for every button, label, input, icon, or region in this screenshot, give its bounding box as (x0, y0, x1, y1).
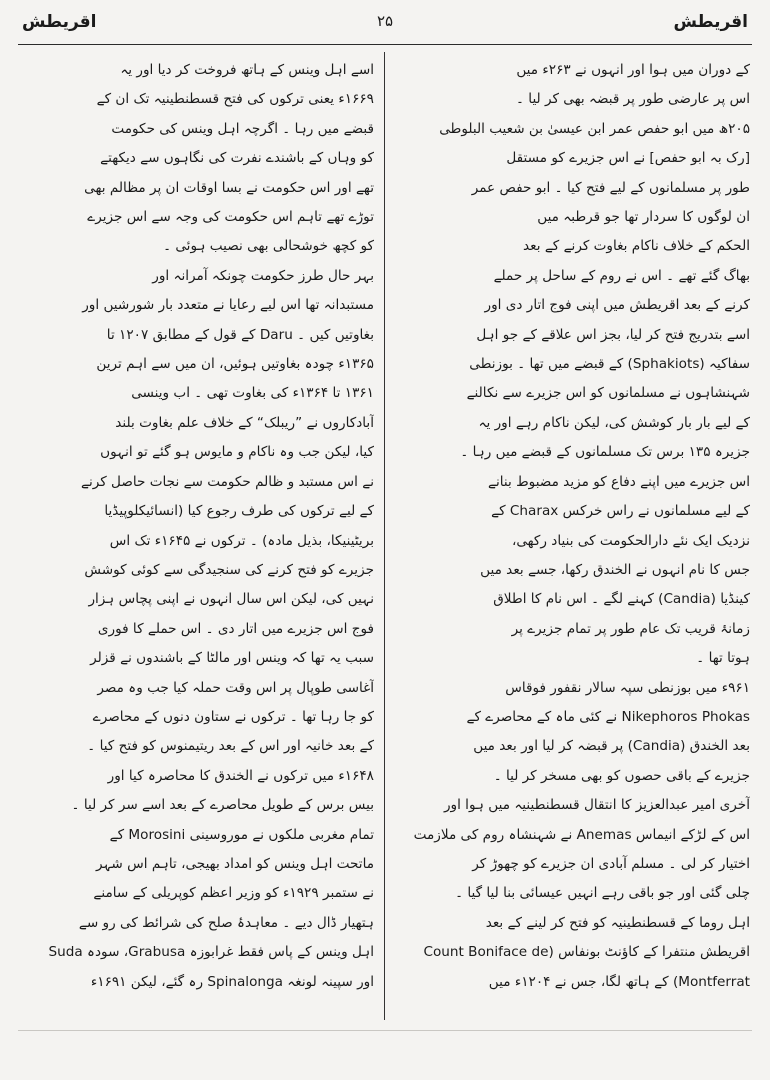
text-line: بہر حال طرز حکومت چونکہ آمرانہ اور (152, 267, 374, 284)
text-line: Nikephoros Phokas نے کئی ماہ کے محاصرے کے (466, 708, 750, 725)
text-line: Montferrat) کے ہاتھ لگا، جس نے ۱۲۰۴ء میں (488, 973, 750, 990)
text-line: اور سپینہ لونغہ Spinalonga رہ گئے، لیکن ۱۶۹۱ء (90, 973, 374, 990)
text-line: کینڈیا (Candia) کہنے لگے ۔ اس نام کا اطلاق (493, 591, 750, 608)
text-line: مستبدانہ تھا اس لیے رعایا نے متعدد بار شورشیں اور (82, 297, 374, 314)
left-column (22, 56, 374, 1016)
text-line: بیس برس کے طویل محاصرے کے بعد اسے سر کر لیا ۔ (71, 797, 374, 814)
text-line: ۹۶۱ء میں بوزنطی سپہ سالار نقفور فوقاس (505, 679, 750, 696)
text-line: ہوتا تھا ۔ (696, 650, 750, 667)
text-line: شہنشاہوں نے مسلمانوں کو اس جزیرے سے نکالنے (466, 385, 750, 402)
text-line: کے لیے ترکوں کی طرف رجوع کیا (انسائیکلوپیڈیا (104, 503, 374, 520)
text-line: آغاسی طوپال پر اس وقت حملہ کیا جب وہ مصر (97, 679, 374, 696)
text-line: قبضے میں رہا ۔ اگرچہ اہل وینس کی حکومت (111, 120, 374, 137)
text-line: نے اس مستبد و ظالم حکومت سے نجات حاصل کرنے (81, 473, 374, 490)
text-line: جزیرہ ۱۳۵ برس تک مسلمانوں کے قبضے میں رہا ۔ (460, 444, 750, 461)
text-line: نزدیک ایک نئے دارالحکومت کی بنیاد رکھی، (511, 532, 750, 549)
text-line: [رک بہ ابو حفص] نے اس جزیرے کو مستقل (506, 150, 750, 167)
text-line: آخری امیر عبدالعزیز کا انتقال قسطنطینیہ میں ہوا اور (443, 797, 750, 814)
text-line: ۱۳۶۵ء چودہ بغاوتیں ہوئیں، ان میں سے اہم ترین (96, 356, 374, 373)
text-line: اس جزیرے میں اپنے دفاع کو مزید مضبوط بنانے (488, 473, 750, 490)
text-line: کو وہاں کے باشندے نفرت کی نگاہوں سے دیکھتے (100, 150, 374, 167)
text-line: ۱۶۶۹ء یعنی ترکوں کی فتح قسطنطینیہ تک ان کے (96, 91, 374, 108)
text-line: اہل روما کے قسطنطینیہ کو فتح کر لینے کے بعد (485, 914, 750, 931)
text-line: کو کچھ خوشحالی بھی نصیب ہوئی ۔ (163, 238, 374, 255)
text-line: اس پر عارضی طور پر قبضہ بھی کر لیا ۔ (516, 91, 750, 108)
text-line: جزیرے کو فتح کرنے کی سنجیدگی سے کوئی کوشش (84, 561, 374, 578)
running-head-right: اقریطش (673, 12, 748, 32)
text-line: سفاکیہ (Sphakiots) کے قبضے میں تھا ۔ بوزنطی (469, 356, 750, 373)
text-line: کے لیے مسلمانوں نے راس خرکس Charax کے (491, 503, 750, 520)
text-line: الحکم کے خلاف ناکام بغاوت کرنے کے بعد (523, 238, 750, 255)
text-line: سبب یہ تھا کہ وینس اور مالٹا کے باشندوں نے قزلر (90, 650, 374, 667)
text-line: کے دوران میں ہوا اور انہوں نے ۲۶۳ء میں (516, 62, 750, 78)
text-line: بعد الخندق (Candia) پر قبضہ کر لیا اور بعد میں (473, 738, 750, 755)
page-header (18, 6, 752, 45)
text-line: کے بعد خانیہ اور اس کے بعد ریتیمنوس کو فتح کیا ۔ (87, 738, 374, 755)
text-line: تمام مغربی ملکوں نے موروسینی Morosini کے (109, 826, 374, 843)
text-line: کیا، لیکن جب وہ ناکام و مایوس ہو گئے تو انہوں (100, 444, 374, 461)
text-line: طور پر مسلمانوں کے لیے فتح کیا ۔ ابو حفص عمر (471, 179, 750, 196)
text-line: کو جا رہا تھا ۔ ترکوں نے ستاون دنوں کے محاصرے (92, 708, 374, 725)
text-line: تھے اور اس حکومت نے بسا اوقات ان پر مظالم بھی (84, 179, 374, 196)
text-line: اس کے لڑکے انیماس Anemas نے شہنشاہ روم کی ملازمت (413, 826, 750, 843)
text-line: ہتھیار ڈال دیے ۔ معاہدۂ صلح کی شرائط کی رو سے (78, 914, 374, 931)
text-line: فوج اس جزیرے میں اتار دی ۔ اس حملے کا فوری (97, 620, 374, 637)
page-bottom-edge (18, 1030, 752, 1031)
right-column-text (398, 56, 750, 997)
text-line: ۱۳۶۱ تا ۱۳۶۴ء کی بغاوت تھی ۔ اب وینسی (131, 385, 374, 402)
text-line: جس کا نام انہوں نے الخندق رکھا، جسے بعد میں (480, 561, 750, 578)
text-line: ماتحت اہل وینس کو امداد بھیجی، تاہم اس شہر (95, 855, 374, 872)
text-line: اختیار کر لی ۔ مسلم آبادی ان جزیرے کو چھوڑ کر (472, 855, 750, 872)
text-line: چلی گئی اور جو باقی رہے انہیں عیسائی بنا لیا گیا ۔ (455, 885, 750, 902)
text-line: اہل وینس کے پاس فقط غرابوزہ Grabusa، سودہ Suda (48, 944, 374, 961)
text-line: ۱۶۴۸ء میں ترکوں نے الخندق کا محاصرہ کیا اور (107, 767, 374, 784)
text-line: ان لوگوں کا سردار تھا جو قرطبہ میں (537, 209, 750, 226)
text-line: ۲۰۵ھ میں ابو حفص عمر ابن عیسیٰ بن شعیب البلوطی (439, 120, 750, 137)
text-line: بغاوتیں کیں ۔ Daru کے قول کے مطابق ۱۲۰۷ تا (106, 326, 374, 343)
right-column (398, 56, 750, 1016)
text-line: بھاگ گئے تھے ۔ اس نے روم کے ساحل پر حملے (493, 267, 750, 284)
running-head-left: اقریطش (22, 12, 97, 32)
text-line: توڑے تھے تاہم اس حکومت کی وجہ سے اس جزیرے (87, 209, 374, 226)
text-line: نے ستمبر ۱۹۲۹ء کو وزیر اعظم کوپریلی کے سامنے (93, 885, 374, 902)
text-line: اسے اہل وینس کے ہاتھ فروخت کر دیا اور یہ (120, 62, 374, 78)
text-line: اسے بتدریج فتح کر لیا، بجز اس علاقے کے جو اہل (476, 326, 750, 343)
text-line: کے لیے بار بار کوشش کی، لیکن ناکام رہے اور یہ (478, 414, 750, 431)
text-line: آبادکاروں نے ”ریبلک“ کے خلاف علم بغاوت بلند (115, 414, 374, 431)
text-line: زمانۂ قریب تک عام طور پر تمام جزیرے پر (511, 620, 750, 637)
text-line: بریٹینیکا، بذیل مادہ) ۔ ترکوں نے ۱۶۴۵ء تک اس (109, 532, 374, 549)
page-number: ۲۵ (376, 12, 394, 30)
text-line: جزیرے کے باقی حصوں کو بھی مسخر کر لیا ۔ (493, 767, 750, 784)
text-line: کرنے کے بعد اقریطش میں اپنی فوج اتار دی اور (484, 297, 750, 314)
left-column-text (22, 56, 374, 997)
text-line: اقریطش منتفرا کے کاؤنٹ بونفاس (Count Boniface de (423, 944, 750, 961)
text-line: نہیں کی، لیکن اس سال انہوں نے اپنی پچاس ہزار (88, 591, 374, 608)
column-divider (384, 52, 385, 1020)
